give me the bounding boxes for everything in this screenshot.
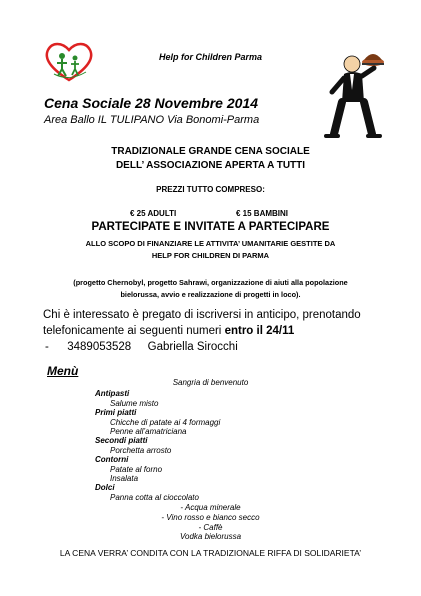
purpose-line-1: ALLO SCOPO DI FINANZIARE LE ATTIVITA’ UMANITARIE GESTITE DA	[85, 239, 336, 248]
prices-title: PREZZI TUTTO COMPRESO:	[156, 185, 265, 194]
footer-note: LA CENA VERRA’ CONDITA CON LA TRADIZIONALE RIFFA DI SOLIDARIETA’	[59, 548, 362, 558]
registration-deadline: entro il 24/11	[224, 325, 295, 337]
menu-course-dolci: Dolci	[95, 483, 115, 492]
registration-info-line-2	[43, 325, 294, 337]
event-title: Cena Sociale 28 Novembre 2014	[44, 95, 259, 111]
menu-dish: Chicche di patate ai 4 formaggi	[110, 418, 221, 427]
menu-beverage: - Acqua minerale	[180, 503, 241, 512]
contact-name: Gabriella Sirocchi	[147, 341, 238, 353]
menu-dish: Salume misto	[110, 399, 159, 408]
projects-line-1: (progetto Chernobyl, progetto Sahrawi, organizzazione di aiuti alla popolazione	[73, 278, 348, 287]
headline-line-1: TRADIZIONALE GRANDE CENA SOCIALE	[111, 146, 310, 157]
projects-line-2: bielorussa, avvio e realizzazione di progetti in loco).	[120, 290, 301, 299]
menu-dish: Porchetta arrosto	[110, 446, 172, 455]
purpose-line-2: HELP FOR CHILDREN DI PARMA	[151, 251, 270, 260]
event-venue: Area Ballo IL TULIPANO Via Bonomi-Parma	[44, 114, 260, 126]
headline-line-2: DELL’ ASSOCIAZIONE APERTA A TUTTI	[115, 160, 306, 171]
contact-entry	[45, 341, 238, 353]
menu-dish: Patate al forno	[110, 465, 163, 474]
registration-info-line-1: Chi è interessato è pregato di iscriversi in anticipo, prenotando	[43, 309, 361, 321]
registration-info-text: telefonicamente ai seguenti numeri	[43, 325, 225, 337]
price-children: € 15 BAMBINI	[236, 209, 289, 218]
menu-beverage: - Caffè	[198, 523, 223, 532]
menu-dish: Panna cotta al cioccolato	[110, 493, 199, 502]
call-to-action: PARTECIPATE E INVITATE A PARTECIPARE	[91, 221, 330, 233]
menu-course-antipasti: Antipasti	[95, 389, 130, 398]
menu-welcome: Sangria di benvenuto	[172, 378, 249, 387]
menu-course-secondi: Secondi piatti	[95, 436, 148, 445]
menu-dish: Penne all’amatriciana	[110, 427, 187, 436]
menu-title: Menù	[47, 364, 79, 378]
menu-dish: Insalata	[110, 474, 139, 483]
menu-beverage: Vodka bielorussa	[179, 532, 242, 541]
contact-bullet: -	[45, 341, 49, 353]
price-adults: € 25 ADULTI	[130, 209, 177, 218]
menu-course-contorni: Contorni	[95, 455, 129, 464]
menu-beverage: - Vino rosso e bianco secco	[161, 513, 260, 522]
menu-course-primi: Primi piatti	[95, 408, 137, 417]
organization-name: Help for Children Parma	[158, 52, 263, 62]
contact-phone: 3489053528	[67, 341, 132, 353]
